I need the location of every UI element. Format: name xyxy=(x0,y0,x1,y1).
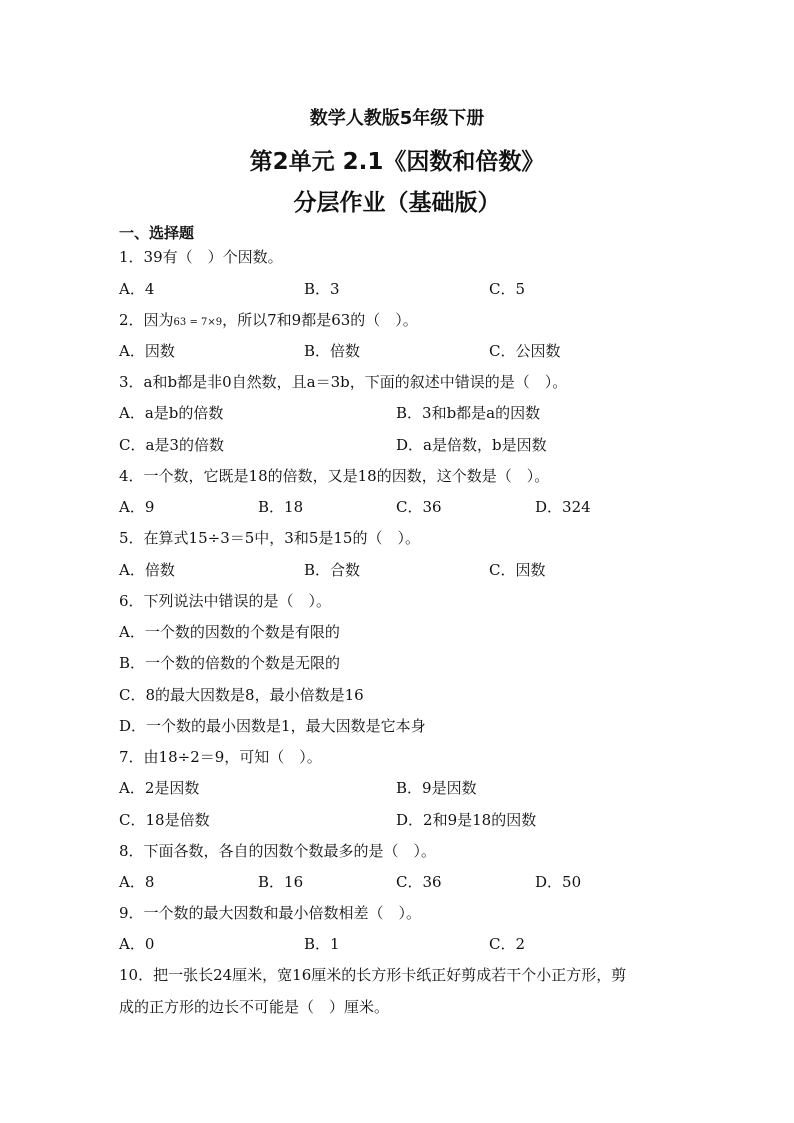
q5-option-c: C．因数 xyxy=(489,561,546,579)
q4-option-a: A．9 xyxy=(119,498,155,516)
q7-option-a: A．2是因数 xyxy=(119,779,200,797)
q4-option-b: B．18 xyxy=(258,498,304,516)
document-subtitle: 数学人教版5年级下册 xyxy=(309,108,485,129)
q4-option-d: D．324 xyxy=(535,498,591,516)
question-8: 8．下面各数，各自的因数个数最多的是（ ）。 xyxy=(119,842,437,860)
q2-option-c: C．公因数 xyxy=(489,342,561,360)
q6-option-b: B．一个数的倍数的个数是无限的 xyxy=(119,654,341,672)
question-3: 3．a和b都是非0自然数，且a＝3b，下面的叙述中错误的是（ ）。 xyxy=(119,373,568,391)
section-heading: 一、选择题 xyxy=(119,224,195,242)
q2-option-b: B．倍数 xyxy=(304,342,361,360)
q7-option-c: C．18是倍数 xyxy=(119,811,210,829)
question-7: 7．由18÷2＝9，可知（ ）。 xyxy=(119,748,322,766)
q3-option-a: A．a是b的倍数 xyxy=(119,404,224,422)
q6-option-c: C．8的最大因数是8，最小倍数是16 xyxy=(119,686,364,704)
q1-option-b: B．3 xyxy=(304,280,340,298)
q1-option-c: C．5 xyxy=(489,280,526,298)
question-6: 6．下列说法中错误的是（ ）。 xyxy=(119,592,332,610)
q9-option-c: C．2 xyxy=(489,935,526,953)
q3-option-b: B．3和b都是a的因数 xyxy=(396,404,541,422)
q3-option-c: C．a是3的倍数 xyxy=(119,436,224,454)
question-1: 1．39有（ ）个因数。 xyxy=(119,248,283,266)
question-2 xyxy=(119,311,418,332)
q8-option-a: A．8 xyxy=(119,873,155,891)
q8-option-d: D．50 xyxy=(535,873,582,891)
question-10-continued: 成的正方形的边长不可能是（ ）厘米。 xyxy=(119,998,390,1016)
question-5: 5．在算式15÷3＝5中，3和5是15的（ ）。 xyxy=(119,529,420,547)
document-title-sub: 分层作业（基础版） xyxy=(293,190,501,216)
q9-option-a: A．0 xyxy=(119,935,155,953)
question-9: 9．一个数的最大因数和最小倍数相差（ ）。 xyxy=(119,904,422,922)
document-title: 第2单元 2.1《因数和倍数》 xyxy=(249,149,545,175)
q7-option-d: D．2和9是18的因数 xyxy=(396,811,537,829)
q8-option-b: B．16 xyxy=(258,873,304,891)
q3-option-d: D．a是倍数，b是因数 xyxy=(396,436,547,454)
q7-option-b: B．9是因数 xyxy=(396,779,477,797)
q8-option-c: C．36 xyxy=(396,873,442,891)
q9-option-b: B．1 xyxy=(304,935,340,953)
q6-option-a: A．一个数的因数的个数是有限的 xyxy=(119,623,340,641)
question-2-text-pre: 2．因为 xyxy=(119,311,174,329)
q5-option-a: A．倍数 xyxy=(119,561,175,579)
q2-option-a: A．因数 xyxy=(119,342,175,360)
q6-option-d: D．一个数的最小因数是1，最大因数是它本身 xyxy=(119,717,426,735)
q1-option-a: A．4 xyxy=(119,280,155,298)
question-4: 4．一个数，它既是18的倍数，又是18的因数，这个数是（ ）。 xyxy=(119,467,550,485)
question-2-formula: 63 = 7×9 xyxy=(173,317,223,328)
question-2-text-post: ，所以7和9都是63的（ ）。 xyxy=(222,311,418,329)
question-10: 10．把一张长24厘米，宽16厘米的长方形卡纸正好剪成若干个小正方形，剪 xyxy=(119,966,627,984)
q5-option-b: B．合数 xyxy=(304,561,361,579)
q4-option-c: C．36 xyxy=(396,498,442,516)
